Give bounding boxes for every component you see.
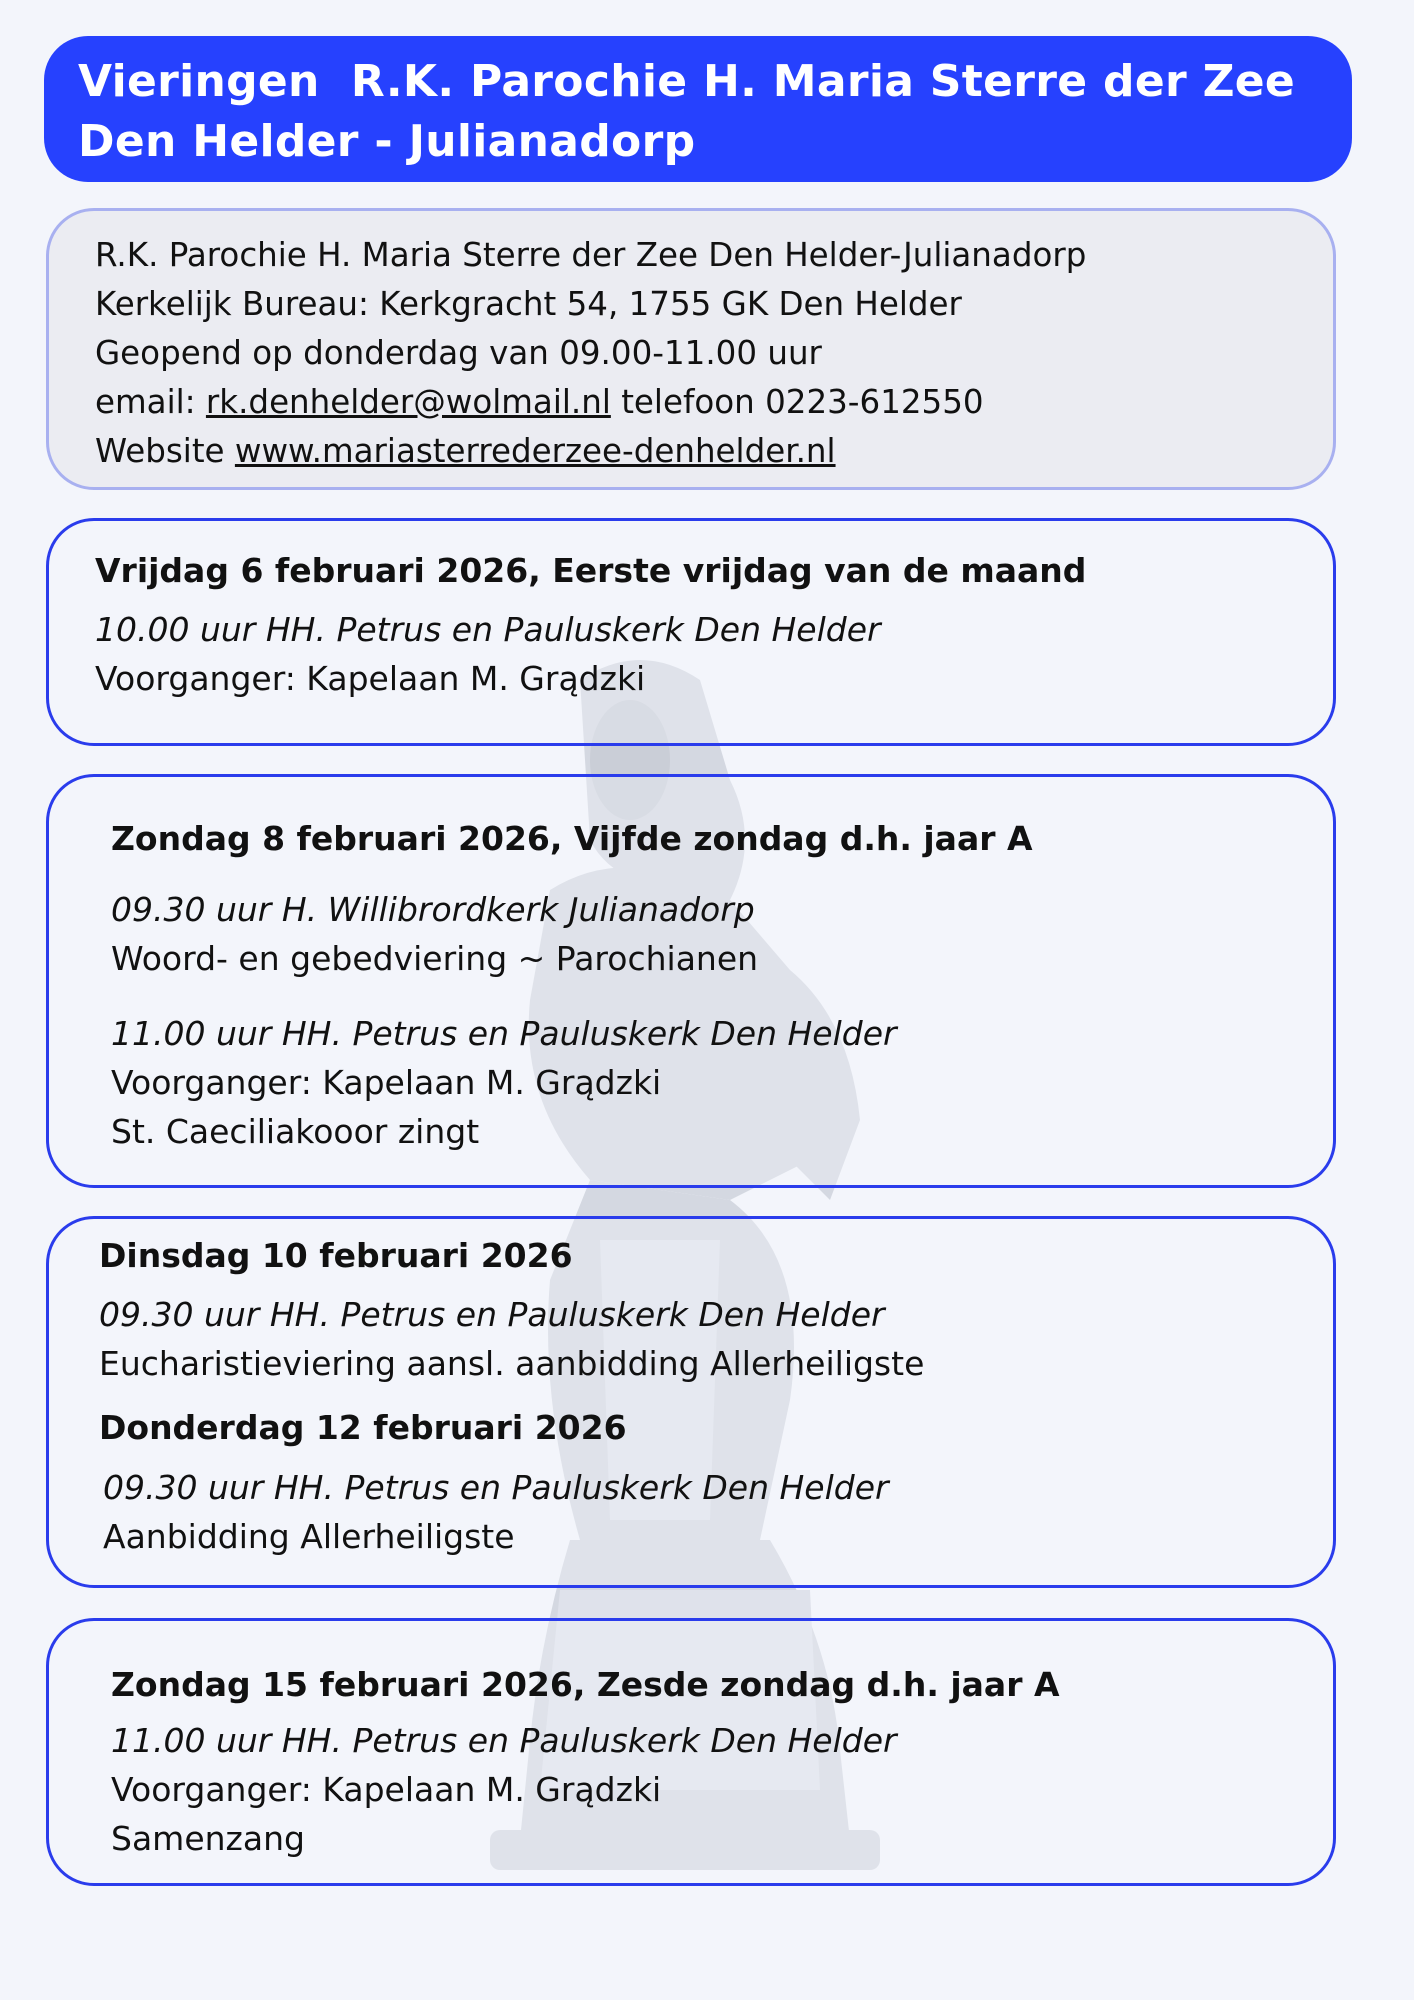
service-card-sunday-8: [46, 774, 1336, 1188]
office-address: Kerkelijk Bureau: Kerkgracht 54, 1755 GK Den Helder: [95, 285, 962, 323]
card-title-thursday: Donderdag 12 februari 2026: [99, 1408, 627, 1447]
service-detail: Eucharistieviering aansl. aanbidding Allerheiligste: [99, 1344, 925, 1383]
service-card-friday: [46, 518, 1336, 746]
card-title: Vrijdag 6 februari 2026, Eerste vrijdag van de maand: [95, 551, 1087, 590]
parish-name: R.K. Parochie H. Maria Sterre der Zee Den Helder-Julianadorp: [95, 236, 1087, 274]
website-line: [95, 427, 1287, 476]
header-title-line1: Vieringen R.K. Parochie H. Maria Sterre der Zee: [78, 56, 1296, 107]
card-title-tuesday: Dinsdag 10 februari 2026: [99, 1236, 573, 1275]
service-celebrant: Voorganger: Kapelaan M. Grądzki: [111, 1770, 662, 1809]
website-label: Website: [95, 432, 235, 470]
email-link[interactable]: rk.denhelder@wolmail.nl: [205, 383, 611, 421]
service-time-place: 09.30 uur HH. Petrus en Pauluskerk Den Helder: [99, 1295, 885, 1334]
service-detail: Aanbidding Allerheiligste: [103, 1517, 515, 1556]
service-time-place: 11.00 uur HH. Petrus en Pauluskerk Den Helder: [111, 1014, 897, 1053]
parish-info-box: [46, 208, 1336, 490]
header-title-line2: Den Helder - Julianadorp: [78, 116, 696, 167]
card-title: Zondag 15 februari 2026, Zesde zondag d.h. jaar A: [111, 1665, 1060, 1704]
service-detail: Samenzang: [111, 1819, 305, 1858]
website-link[interactable]: www.mariasterrederzee-denhelder.nl: [234, 432, 836, 470]
service-time-place: 11.00 uur HH. Petrus en Pauluskerk Den Helder: [111, 1721, 897, 1760]
service-detail: St. Caeciliakooor zingt: [111, 1112, 480, 1151]
service-celebrant: Voorganger: Kapelaan M. Grądzki: [95, 659, 646, 698]
service-card-weekdays: [46, 1216, 1336, 1588]
service-time-place: 09.30 uur HH. Petrus en Pauluskerk Den Helder: [103, 1468, 889, 1507]
contact-line: [95, 378, 1287, 427]
service-time-place: 10.00 uur HH. Petrus en Pauluskerk Den Helder: [95, 610, 881, 649]
service-detail: Woord- en gebedviering ~ Parochianen: [111, 939, 759, 978]
page-header: [44, 36, 1352, 182]
service-time-place: 09.30 uur H. Willibrordkerk Julianadorp: [111, 890, 755, 929]
card-title: Zondag 8 februari 2026, Vijfde zondag d.h. jaar A: [111, 819, 1033, 858]
service-card-sunday-15: [46, 1618, 1336, 1886]
email-label: email:: [95, 383, 206, 421]
office-hours: Geopend op donderdag van 09.00-11.00 uur: [95, 334, 822, 372]
service-celebrant: Voorganger: Kapelaan M. Grądzki: [111, 1063, 662, 1102]
phone-text: telefoon 0223-612550: [610, 383, 984, 421]
